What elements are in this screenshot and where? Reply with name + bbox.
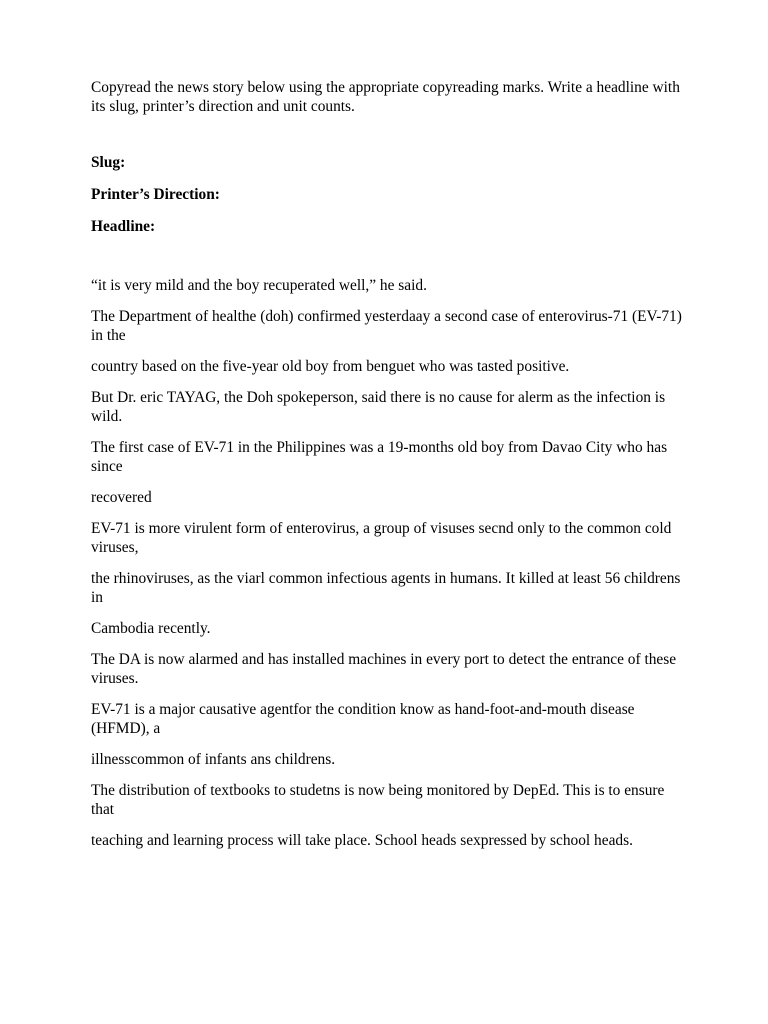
- story-paragraph: But Dr. eric TAYAG, the Doh spokeperson, said there is no cause for alerm as the infection is wild.: [91, 389, 666, 425]
- story-paragraph: country based on the five-year old boy from benguet who was tasted positive.: [91, 358, 570, 375]
- story-paragraph: The DA is now alarmed and has installed machines in every port to detect the entrance of these viruses.: [91, 651, 677, 687]
- story-paragraph: The Department of healthe (doh) confirmed yesterdaay a second case of enterovirus-71 (EV-71) in the: [91, 308, 682, 344]
- story-paragraph: illnesscommon of infants ans childrens.: [91, 751, 336, 768]
- printers-direction-label: Printer’s Direction:: [91, 186, 220, 203]
- story-paragraph: The first case of EV-71 in the Philippines was a 19-months old boy from Davao City who has since: [91, 439, 668, 475]
- story-paragraph: EV-71 is a major causative agentfor the condition know as hand-foot-and-mouth disease (HFMD), a: [91, 701, 635, 737]
- story-paragraph: EV-71 is more virulent form of enterovirus, a group of visuses secnd only to the common cold viruses,: [91, 520, 672, 556]
- headline-label: Headline:: [91, 218, 156, 235]
- story-paragraph: recovered: [91, 489, 152, 506]
- story-paragraph: Cambodia recently.: [91, 620, 211, 637]
- instructions-text: Copyread the news story below using the appropriate copyreading marks. Write a headline with its slug, printer’s direction and unit counts.: [91, 79, 680, 115]
- story-paragraph: teaching and learning process will take place. School heads sexpressed by school heads.: [91, 832, 633, 849]
- news-story: [91, 276, 683, 850]
- story-paragraph: The distribution of textbooks to studetns is now being monitored by DepEd. This is to ensure that: [91, 782, 665, 818]
- slug-label: Slug:: [91, 154, 126, 171]
- story-paragraph: the rhinoviruses, as the viarl common infectious agents in humans. It killed at least 56 childrens in: [91, 570, 681, 606]
- document-page: [91, 78, 683, 862]
- story-paragraph: “it is very mild and the boy recuperated well,” he said.: [91, 277, 427, 294]
